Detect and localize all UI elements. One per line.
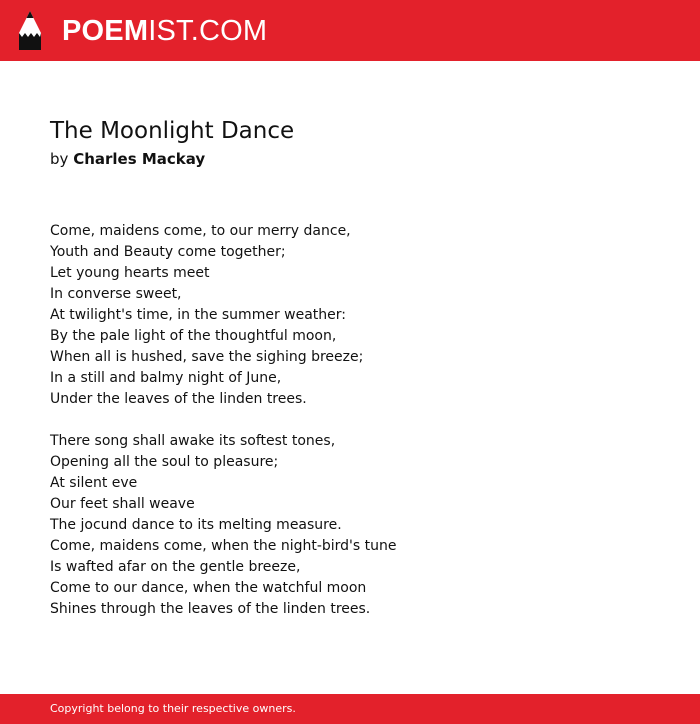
poem-line: Opening all the soul to pleasure; — [50, 454, 279, 470]
poem-line: There song shall awake its softest tones, — [50, 433, 336, 449]
poem-line: When all is hushed, save the sighing breeze; — [50, 349, 364, 365]
poem-line: Youth and Beauty come together; — [50, 244, 286, 260]
site-logo-bold: POEM — [62, 14, 149, 47]
poem-byline — [50, 147, 650, 171]
site-header — [0, 0, 700, 61]
poem-line: By the pale light of the thoughtful moon, — [50, 328, 337, 344]
by-label: by — [50, 150, 69, 168]
poem-line: Under the leaves of the linden trees. — [50, 391, 307, 407]
poem-line: Is wafted afar on the gentle breeze, — [50, 559, 301, 575]
site-logo-link[interactable] — [18, 10, 267, 52]
site-logo-light: IST.COM — [148, 14, 268, 47]
poem-line: Shines through the leaves of the linden trees. — [50, 601, 371, 617]
site-logo-text — [62, 14, 268, 47]
poem-line: Let young hearts meet — [50, 265, 210, 281]
poem-stanza-2 — [50, 431, 650, 620]
copyright-notice: Copyright belong to their respective owners. — [50, 702, 296, 715]
poem-line: Come, maidens come, when the night-bird's tune — [50, 538, 397, 554]
poem-line: At silent eve — [50, 475, 138, 491]
poem-line: In a still and balmy night of June, — [50, 370, 282, 386]
poem-line: Come to our dance, when the watchful moon — [50, 580, 367, 596]
pencil-tip-icon — [18, 10, 42, 52]
poem-line: The jocund dance to its melting measure. — [50, 517, 342, 533]
poem-line: Come, maidens come, to our merry dance, — [50, 223, 351, 239]
poem-line: At twilight's time, in the summer weather: — [50, 307, 346, 323]
poem-stanza-1 — [50, 221, 650, 410]
poem-line: In converse sweet, — [50, 286, 182, 302]
poem-body — [50, 221, 650, 620]
poem-line: Our feet shall weave — [50, 496, 195, 512]
poem-content — [50, 115, 650, 641]
poem-title: The Moonlight Dance — [50, 118, 295, 144]
poem-author: Charles Mackay — [73, 150, 206, 168]
site-footer — [0, 694, 700, 724]
